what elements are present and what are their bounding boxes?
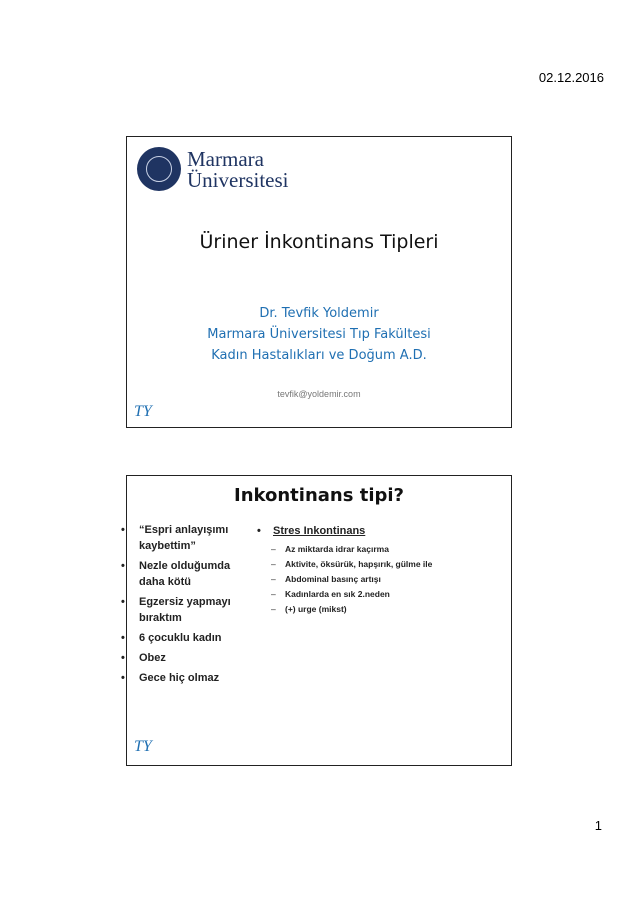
patient-statements-list: [119, 522, 243, 690]
author-email: tevfik@yoldemir.com: [277, 389, 361, 399]
university-logo-text: Marmara Üniversitesi: [187, 147, 289, 192]
list-item: – Az miktarda idrar kaçırma: [253, 543, 503, 555]
university-logo: [137, 147, 289, 195]
slide-title: Üriner İnkontinans Tipleri: [199, 231, 439, 253]
university-seal-icon: [137, 147, 181, 191]
slide-title: Inkontinans tipi?: [234, 485, 404, 506]
author-affiliation: Marmara Üniversitesi Tıp Fakültesi: [207, 327, 431, 342]
list-item: – Abdominal basınç artışı: [253, 573, 503, 585]
list-item: • Gece hiç olmaz: [119, 670, 243, 686]
list-item: – (+) urge (mikst): [253, 603, 503, 615]
list-item: • 6 çocuklu kadın: [119, 630, 243, 646]
list-item: – Kadınlarda en sık 2.neden: [253, 588, 503, 600]
page-number: 1: [594, 818, 602, 833]
list-item: • Egzersiz yapmayı bıraktım: [119, 594, 243, 626]
ty-logo-mark: TY: [134, 738, 152, 755]
list-item: • “Espri anlayışımı kaybettim”: [119, 522, 243, 554]
author-block: [127, 303, 511, 366]
slide-2-content: [126, 475, 512, 766]
author-department: Kadın Hastalıkları ve Doğum A.D.: [211, 348, 427, 363]
ty-logo-mark: TY: [134, 403, 152, 420]
list-item: – Aktivite, öksürük, hapşırık, gülme ile: [253, 558, 503, 570]
author-name: Dr. Tevfik Yoldemir: [259, 306, 379, 321]
list-item: • Nezle olduğumda daha kötü: [119, 558, 243, 590]
slide-1-title: [126, 136, 512, 428]
print-date: 02.12.2016: [538, 70, 604, 85]
list-item: • Obez: [119, 650, 243, 666]
stress-incontinence-list: [253, 524, 503, 618]
list-heading: • Stres Inkontinans: [253, 524, 503, 539]
